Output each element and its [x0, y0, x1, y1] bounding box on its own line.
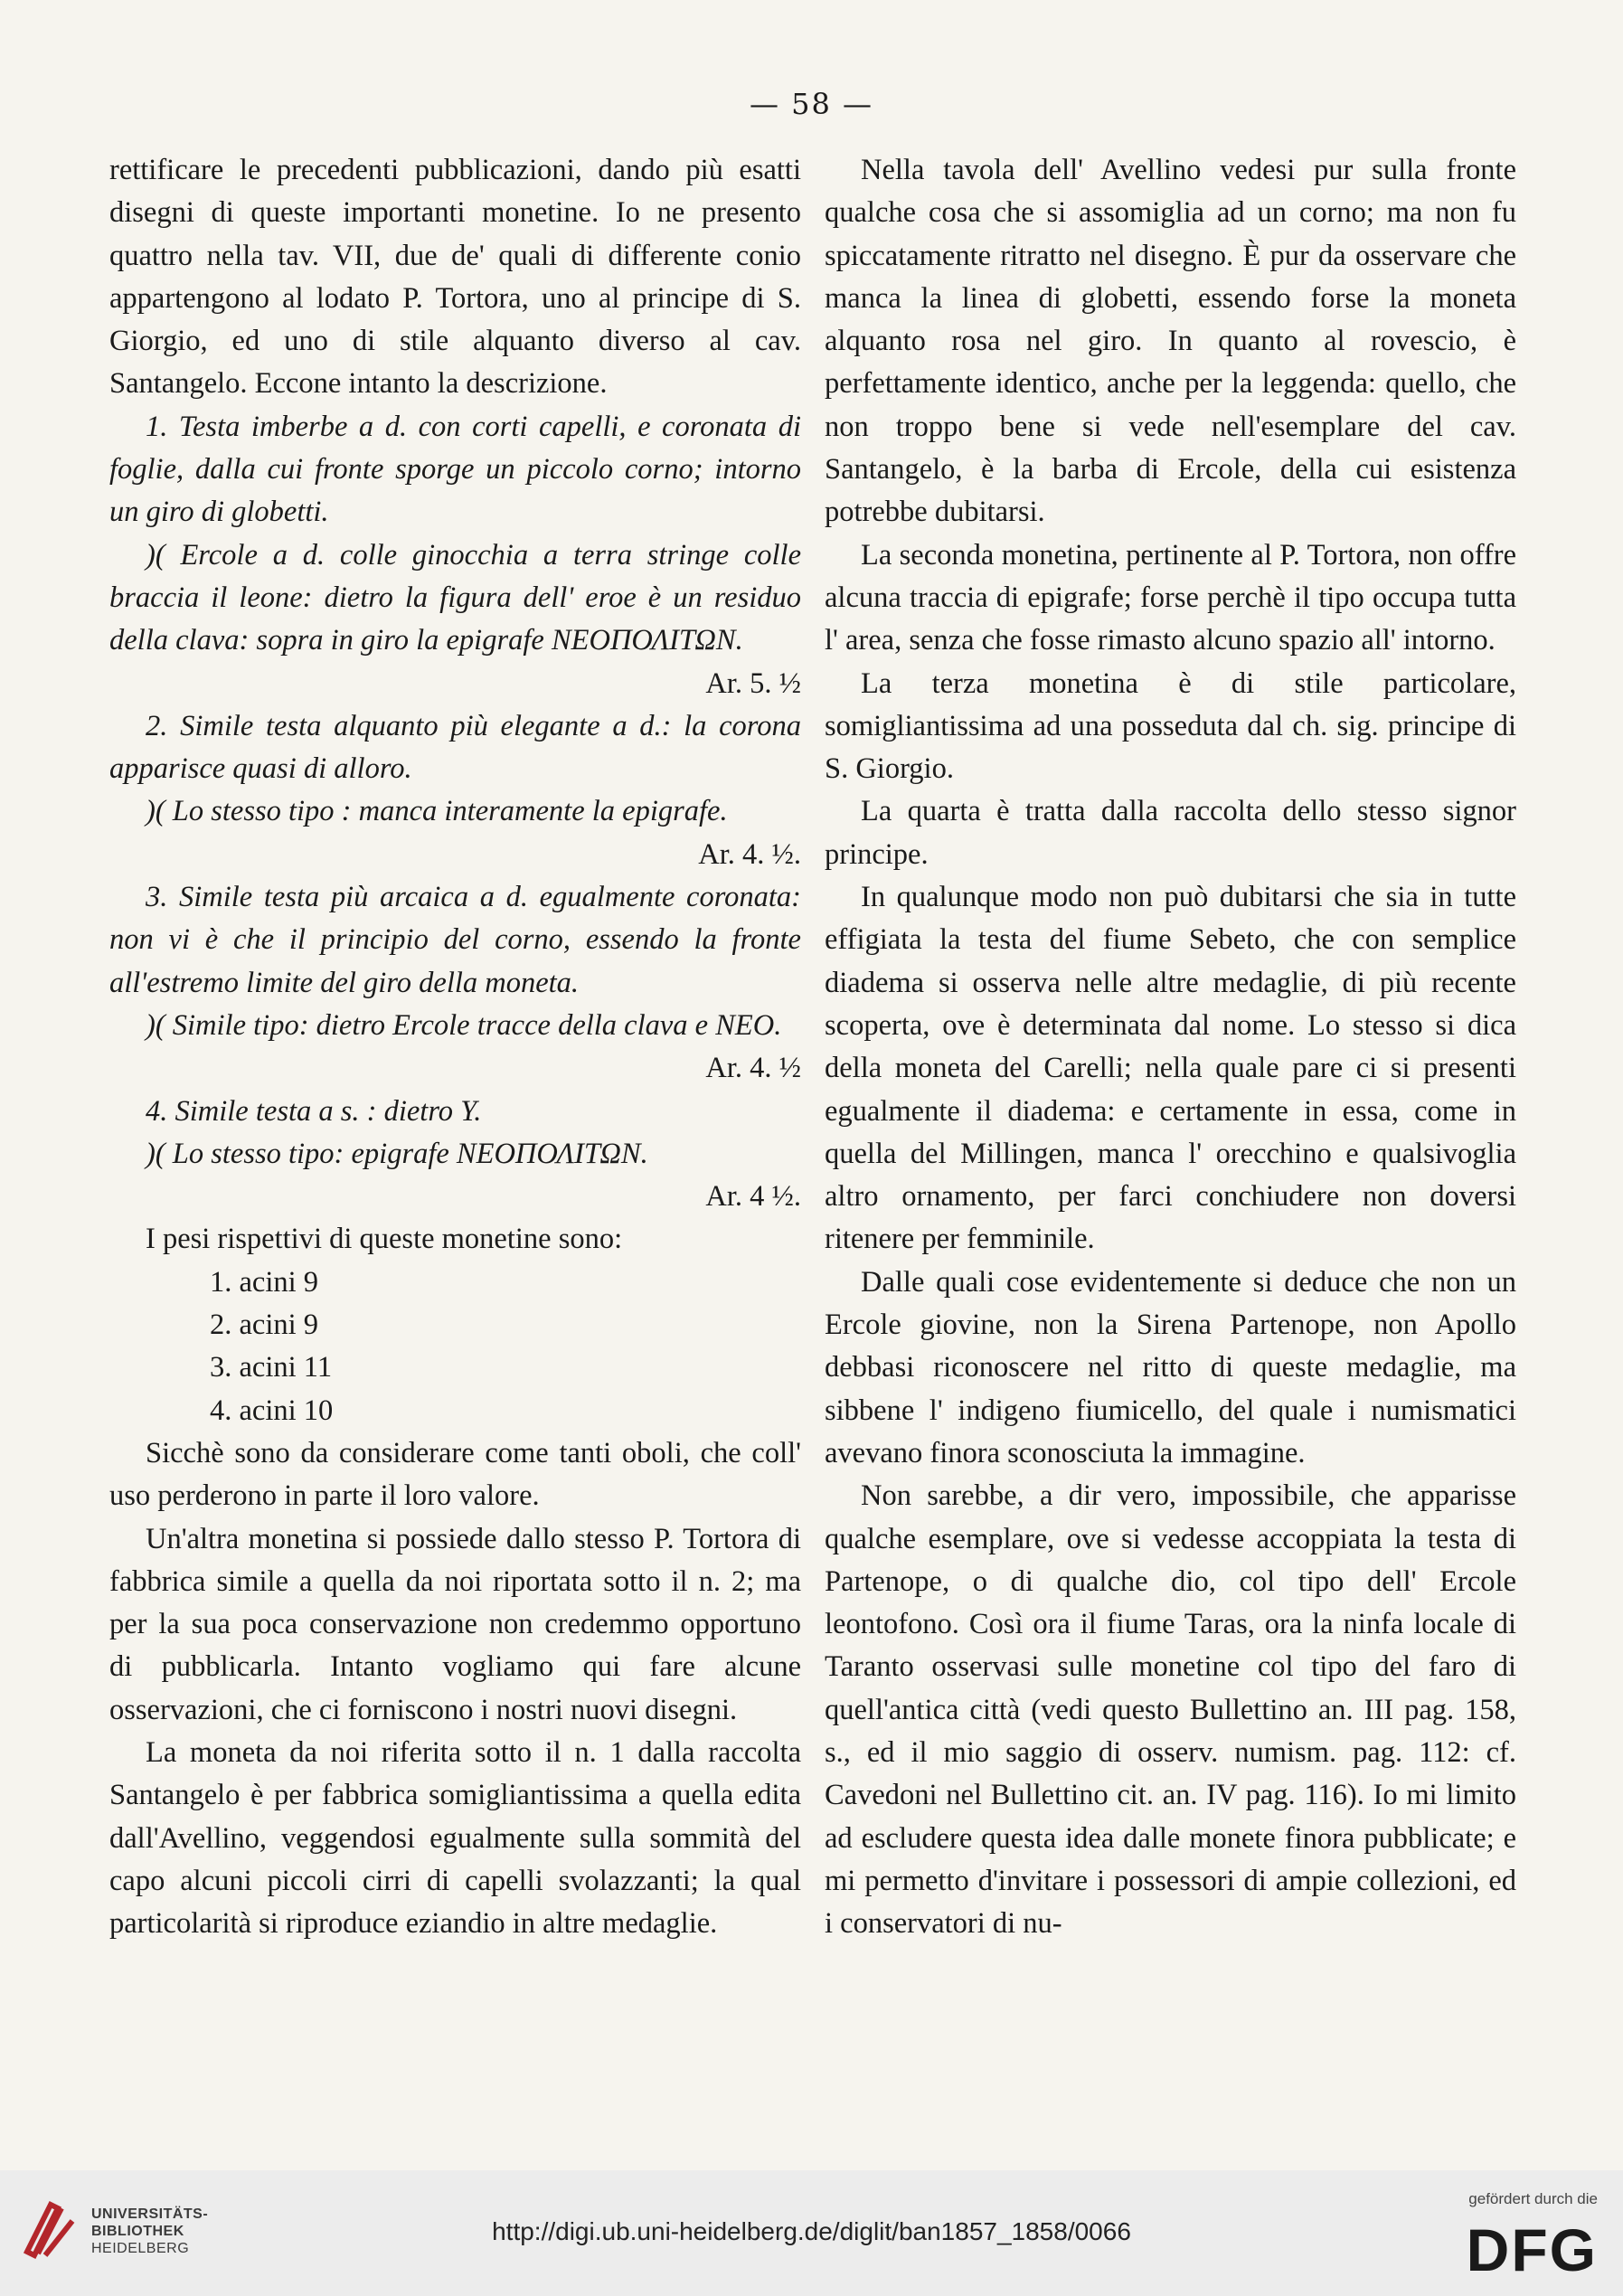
paragraph: La terza monetina è di stile particolare, somigliantissima ad una posseduta dal ch. sig. principe di S. Giorgio.: [825, 666, 1516, 786]
paragraph: 4. Simile testa a s. : dietro Υ.: [146, 1094, 482, 1128]
paragraph: rettificare le precedenti pubblicazioni, dando più esatti disegni di queste importanti monetine. Io ne presento quattro nella tav. VII, due de' quali di differente conio appartengono al lodato P. Tortora, uno al principe di S. Giorgio, ed uno di stile alquanto diverso al cav. Santangelo. Eccone intanto la descrizione.: [109, 154, 801, 401]
paragraph: Non sarebbe, a dir vero, impossibile, che apparisse qualche esemplare, ove si vedesse accoppiata la testa di Partenope, o di qualche dio, col tipo dell' Ercole leontofono. Così ora il fiume Taras, ora la ninfa locale di Taranto osservasi sulle monetine col tipo del faro di quell'antica città (vedi questo Bullettino an. III pag. 158, s., ed il mio saggio di osserv. numism. pag. 112: cf. Cavedoni nel Bullettino cit. an. IV pag. 116). Io mi limito ad escludere questa idea dalle monete finora pubblicate; e mi permetto d'invitare i possessori di ampie collezioni, ed i conservatori di nu-: [825, 1479, 1516, 1941]
paragraph: Nella tavola dell' Avellino vedesi pur sulla fronte qualche cosa che si assomiglia ad un corno; ma non fu spiccatamente ritratto nel disegno. È pur da osservare che manca la linea di globetti, essendo forse la moneta alquanto rosa nel giro. In quanto al rovescio, è perfettamente identico, anche per la leggenda: quello, che non troppo bene si vede nell'esemplare del cav. Santangelo, è la barba di Ercole, della cui esistenza potrebbe dubitarsi.: [825, 154, 1516, 529]
paragraph: La seconda monetina, pertinente al P. Tortora, non offre alcuna traccia di epigrafe; forse perchè il tipo occupa tutta l' area, senza che fosse rimasto alcuno spazio all' intorno.: [825, 538, 1516, 657]
paragraph: 1. Testa imberbe a d. con corti capelli, e coronata di foglie, dalla cui fronte sporge un piccolo corno; intorno un giro di globetti.: [109, 410, 801, 529]
paragraph: Ar. 4. ½: [705, 1052, 801, 1085]
paragraph: Ar. 4. ½.: [698, 837, 801, 871]
paragraph: Sicchè sono da considerare come tanti oboli, che coll' uso perderono in parte il loro valore.: [109, 1436, 801, 1513]
dfg-logo: DFG: [1466, 2216, 1598, 2283]
left-column: [109, 149, 801, 1945]
library-line: HEIDELBERG: [91, 2241, 190, 2256]
weights-list: [109, 1261, 801, 1432]
paragraph: Ar. 5. ½: [705, 666, 801, 700]
paragraph: )( Ercole a d. colle ginocchia a terra stringe colle braccia il leone: dietro la figura dell' eroe è un residuo della clava: sopra in giro la epigrafe ΝΕΟΠΟΛΙΤΩΝ.: [109, 538, 801, 657]
paragraph: Un'altra monetina si possiede dallo stesso P. Tortora di fabbrica simile a quella da noi riportata sotto il n. 2; ma per la sua poca conservazione non credemmo opportuno di pubblicarla. Intanto vogliamo qui fare alcune osservazioni, che ci forniscono i nostri nuovi disegni.: [109, 1522, 801, 1726]
paragraph: )( Lo stesso tipo: epigrafe ΝΕΟΠΟΛΙΤΩΝ.: [146, 1137, 648, 1170]
weight-item: 2. acini 9: [210, 1309, 319, 1342]
paragraph: La moneta da noi riferita sotto il n. 1 dalla raccolta Santangelo è per fabbrica somigliantissima a quella edita dall'Avellino, veggendosi egualmente sulla sommità del capo alcuni piccoli cirri di capelli svolazzanti; la qual particolarità si riproduce eziandio in altre medaglie.: [109, 1735, 801, 1941]
funded-by-label: gefördert durch die: [1468, 2190, 1598, 2207]
paragraph: I pesi rispettivi di queste monetine sono:: [146, 1223, 623, 1256]
paragraph: )( Lo stesso tipo : manca interamente la epigrafe.: [146, 795, 728, 828]
right-paragraphs: [825, 149, 1516, 1945]
paragraph: Dalle quali cose evidentemente si deduce che non un Ercole giovine, non la Sirena Partenope, non Apollo debbasi riconoscere nel ritto di queste medaglie, ma sibbene l' indigeno fiumicello, del quale i numismatici avevano finora sconosciuta la immagine.: [825, 1265, 1516, 1469]
left-paragraphs: [109, 149, 801, 1261]
permalink-url[interactable]: http://digi.ub.uni-heidelberg.de/diglit/ban1857_1858/0066: [492, 2217, 1131, 2245]
paragraph: La quarta è tratta dalla raccolta dello stesso signor principe.: [825, 795, 1516, 871]
library-line: UNIVERSITÄTS-: [91, 2206, 209, 2222]
paragraph: 3. Simile testa più arcaica a d. egualmente coronata: non vi è che il principio del corno, essendo la fronte all'estremo limite del giro della moneta.: [109, 881, 801, 999]
paragraph: Ar. 4 ½.: [705, 1180, 801, 1214]
paragraph: In qualunque modo non può dubitarsi che sia in tutte effigiata la testa del fiume Sebeto, che con semplice diadema si osserva nelle altre medaglie, di più recente scoperta, ove è determinata dal nome. Lo stesso si dica della moneta del Carelli; nella quale pare ci si presenti egualmente il diadema: e certamente in essa, come in quella del Millingen, manca l' orecchino e qualsivoglia altro ornamento, per farci conchiudere non doversi ritenere per femminile.: [825, 881, 1516, 1256]
weight-item: 3. acini 11: [210, 1351, 333, 1384]
library-line: BIBLIOTHEK: [91, 2224, 184, 2239]
paragraph: 2. Simile testa alquanto più elegante a d.: la corona apparisce quasi di alloro.: [109, 709, 801, 786]
right-column: [825, 149, 1516, 1945]
weight-item: 4. acini 10: [210, 1394, 334, 1427]
left-paragraphs-after: [109, 1432, 801, 1946]
page-number: — 58 —: [749, 87, 874, 121]
paragraph: )( Simile tipo: dietro Ercole tracce della clava e ΝΕΟ.: [146, 1008, 782, 1042]
weight-item: 1. acini 9: [210, 1265, 319, 1299]
viewer-footer: [0, 2170, 1623, 2296]
